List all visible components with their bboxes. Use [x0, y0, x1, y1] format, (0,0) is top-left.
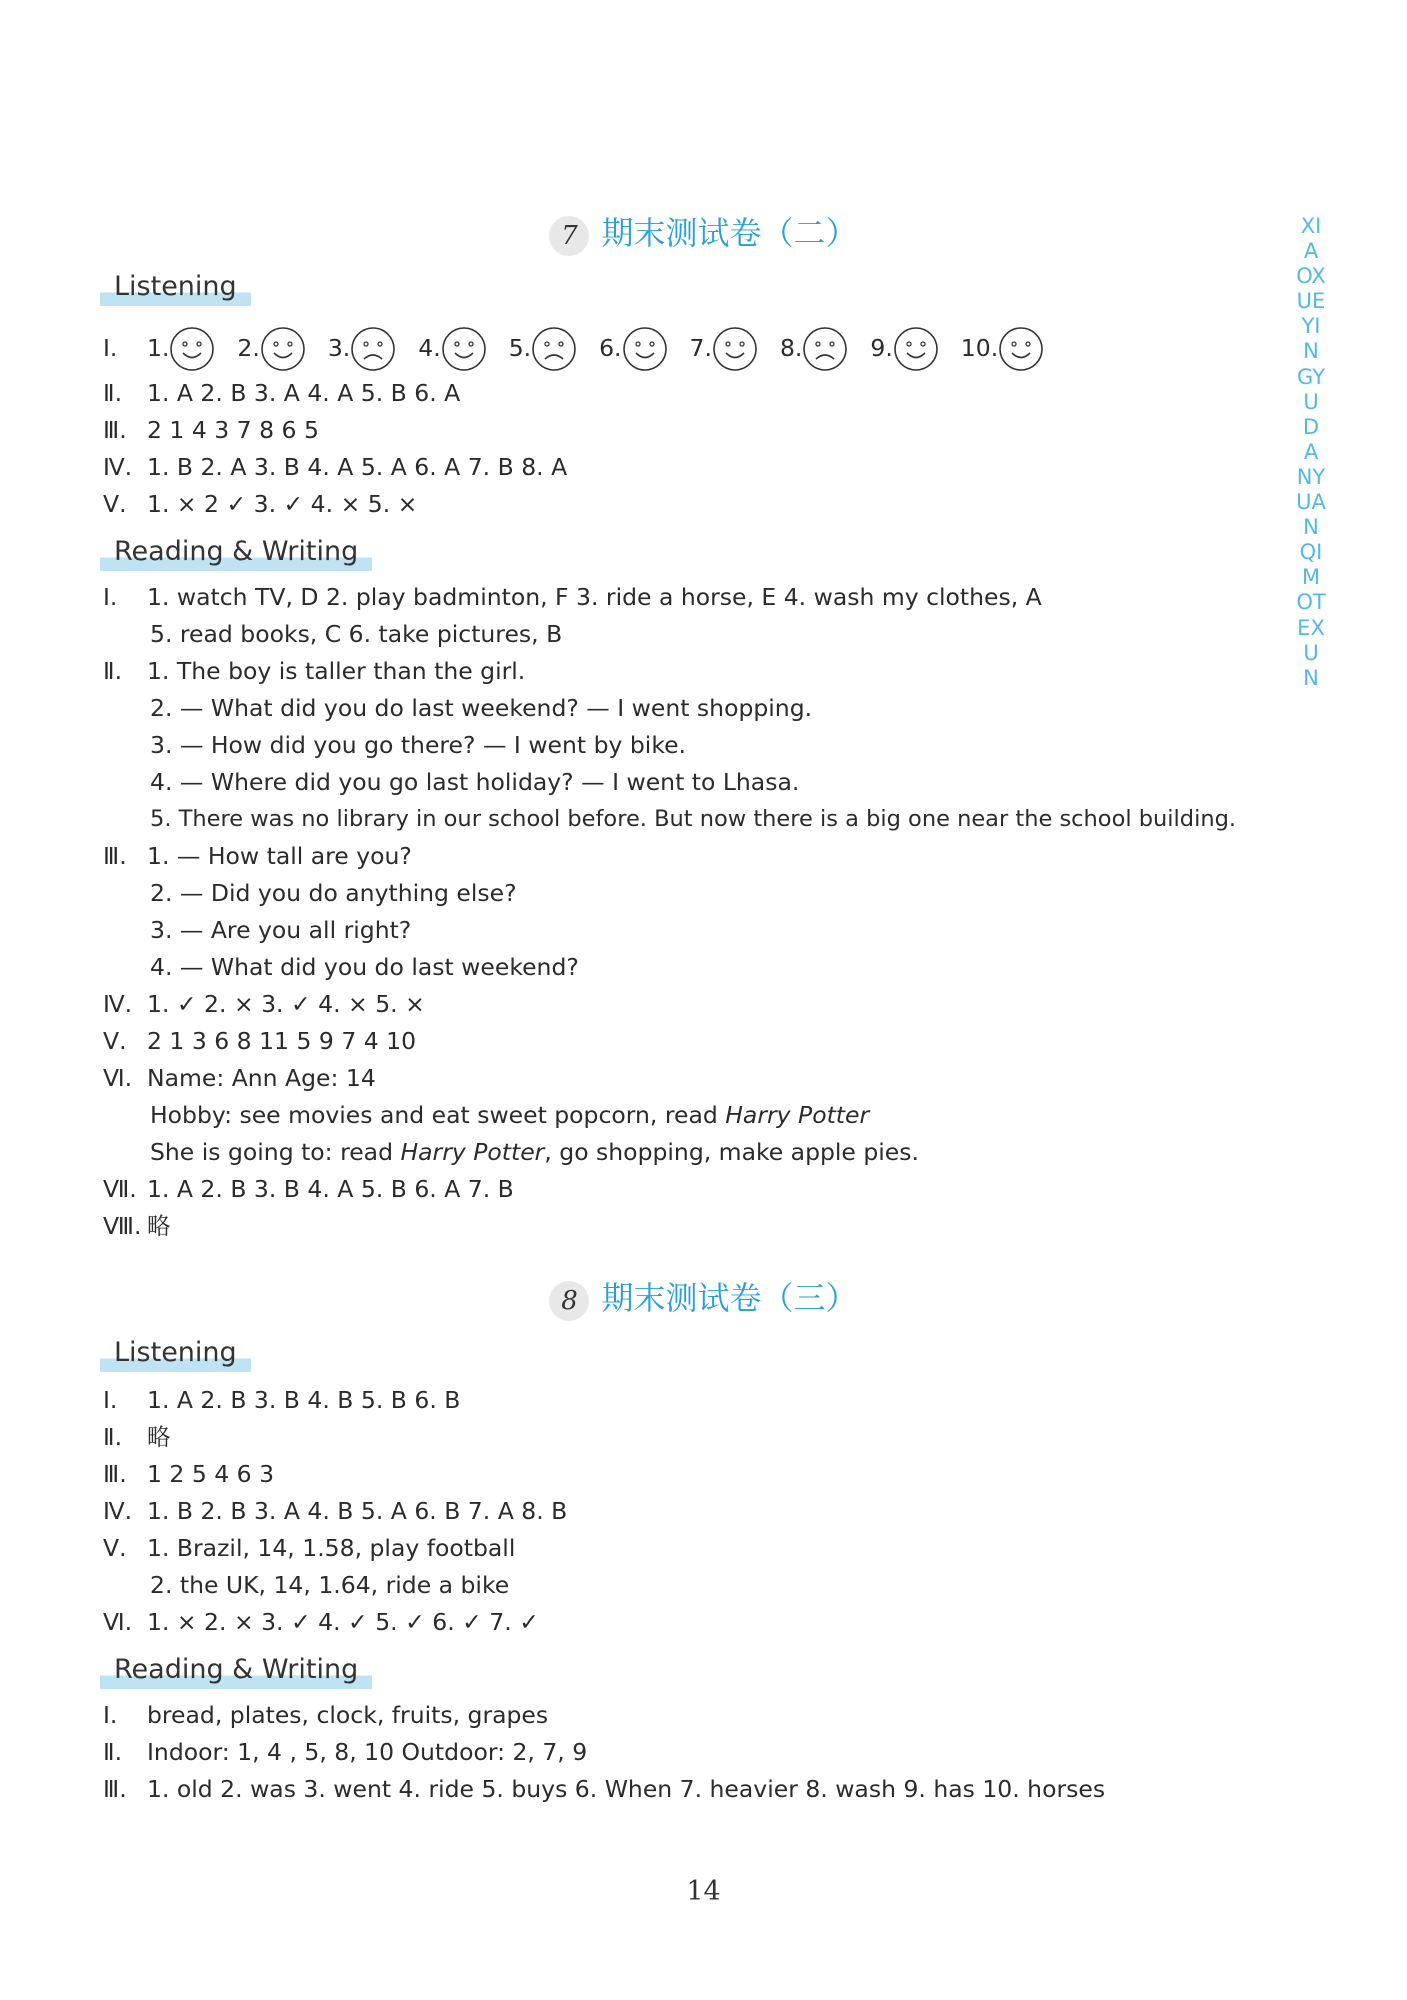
smiley-face-icon	[169, 326, 215, 372]
face-item	[599, 334, 667, 362]
face-item	[237, 334, 305, 362]
answer-line: Ⅳ. 1. B 2. B 3. A 4. B 5. A 6. B 7. A 8. B	[103, 1497, 568, 1525]
side-pinyin-text: XIAOXUEYINGYUDANYUANQIMOTEXUN	[1296, 214, 1326, 690]
answer-line: Ⅰ. 1. A 2. B 3. B 4. B 5. B 6. B	[103, 1386, 461, 1414]
answer-line: Ⅵ. Name: Ann Age: 14	[103, 1064, 376, 1092]
answer-line: She is going to: read Harry Potter, go shopping, make apple pies.	[150, 1138, 919, 1166]
faces-row	[147, 334, 1066, 362]
face-item-label: 6.	[599, 333, 622, 362]
smiley-face-icon	[622, 326, 668, 372]
section-reading-writing: Reading & Writing	[100, 535, 372, 571]
answer-line: 2. — Did you do anything else?	[150, 879, 517, 907]
face-item	[328, 334, 396, 362]
smiley-face-icon	[998, 326, 1044, 372]
unit-title: 期末测试卷（二）	[601, 214, 858, 252]
section-listening: Listening	[100, 1336, 251, 1372]
answer-line: 3. — How did you go there? — I went by bike.	[150, 731, 687, 759]
answer-line: Ⅰ. 1. 2. 3. 4. 5. 6. 7. 8. 9. 10.	[103, 326, 1066, 372]
answer-line: Ⅰ. bread, plates, clock, fruits, grapes	[103, 1701, 549, 1729]
face-item-label: 8.	[779, 333, 803, 362]
face-item-label: 5.	[508, 333, 532, 362]
unit-number: 8	[549, 1281, 589, 1321]
answer-line: Ⅴ. 1. × 2 ✓ 3. ✓ 4. × 5. ×	[103, 490, 418, 518]
answer-line: 4. — What did you do last weekend?	[150, 953, 579, 981]
face-item-label: 9.	[870, 333, 893, 362]
face-item	[870, 334, 938, 362]
answer-line: Ⅱ. 略	[103, 1423, 171, 1451]
answer-line: 5. read books, C 6. take pictures, B	[150, 620, 563, 648]
answer-line: Ⅱ. 1. A 2. B 3. A 4. A 5. B 6. A	[103, 379, 461, 407]
answer-line: Ⅱ. Indoor: 1, 4 , 5, 8, 10 Outdoor: 2, 7, 9	[103, 1738, 588, 1766]
smiley-face-icon	[712, 326, 758, 372]
face-item-label: 3.	[327, 333, 351, 362]
face-item-label: 10.	[960, 333, 999, 362]
answer-line: 4. — Where did you go last holiday? — I went to Lhasa.	[150, 768, 800, 796]
answer-line: Ⅴ. 2 1 3 6 8 11 5 9 7 4 10	[103, 1027, 417, 1055]
section-listening: Listening	[100, 270, 251, 306]
answer-line: Ⅲ. 1 2 5 4 6 3	[103, 1460, 275, 1488]
smiley-face-icon	[260, 326, 306, 372]
face-item	[418, 334, 486, 362]
answer-line: Ⅶ. 1. A 2. B 3. B 4. A 5. B 6. A 7. B	[103, 1175, 514, 1203]
unit-8-heading	[0, 1278, 1407, 1321]
face-item-label: 1.	[147, 333, 170, 362]
answer-line: Ⅴ. 1. Brazil, 14, 1.58, play football	[103, 1534, 516, 1562]
face-item-label: 2.	[237, 333, 260, 362]
face-item	[509, 334, 577, 362]
unit-title: 期末测试卷（三）	[601, 1279, 858, 1317]
face-item	[780, 334, 848, 362]
sad-face-icon	[350, 326, 396, 372]
answer-line: Ⅰ. 1. watch TV, D 2. play badminton, F 3. ride a horse, E 4. wash my clothes, A	[103, 583, 1042, 611]
sad-face-icon	[531, 326, 577, 372]
unit-7-heading	[0, 213, 1407, 256]
page-number: 14	[686, 1876, 721, 1907]
answer-line: Ⅵ. 1. × 2. × 3. ✓ 4. ✓ 5. ✓ 6. ✓ 7. ✓	[103, 1608, 539, 1636]
answer-line: 2. — What did you do last weekend? — I went shopping.	[150, 694, 813, 722]
answer-line: 5. There was no library in our school before. But now there is a big one near the school building.	[150, 806, 1237, 832]
section-reading-writing: Reading & Writing	[100, 1653, 372, 1689]
face-item	[961, 334, 1044, 362]
answer-line: Ⅲ. 1. old 2. was 3. went 4. ride 5. buys 6. When 7. heavier 8. wash 9. has 10. horses	[103, 1775, 1106, 1803]
answer-line: Ⅱ. 1. The boy is taller than the girl.	[103, 657, 526, 685]
answer-line: Ⅳ. 1. B 2. A 3. B 4. A 5. A 6. A 7. B 8. A	[103, 453, 568, 481]
answer-line: Ⅷ. 略	[103, 1212, 171, 1240]
face-item-label: 4.	[418, 333, 441, 362]
face-item	[147, 334, 215, 362]
sad-face-icon	[802, 326, 848, 372]
answer-line: 3. — Are you all right?	[150, 916, 412, 944]
face-item	[690, 334, 758, 362]
smiley-face-icon	[893, 326, 939, 372]
smiley-face-icon	[441, 326, 487, 372]
answer-line: Ⅳ. 1. ✓ 2. × 3. ✓ 4. × 5. ×	[103, 990, 425, 1018]
answer-line: Hobby: see movies and eat sweet popcorn, read Harry Potter	[150, 1101, 870, 1129]
answer-line: Ⅲ. 1. — How tall are you?	[103, 842, 412, 870]
answer-line: 2. the UK, 14, 1.64, ride a bike	[150, 1571, 510, 1599]
unit-number: 7	[549, 216, 589, 256]
answer-line: Ⅲ. 2 1 4 3 7 8 6 5	[103, 416, 319, 444]
face-item-label: 7.	[689, 333, 712, 362]
